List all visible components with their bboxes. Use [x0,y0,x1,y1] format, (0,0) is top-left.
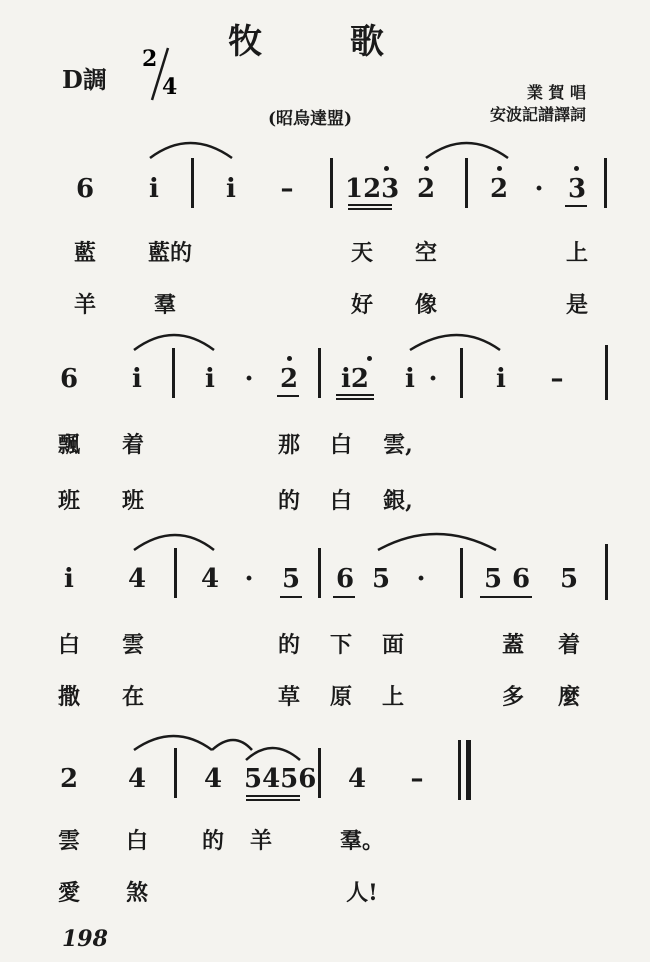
lyric: 是 [565,292,588,318]
note: 2 [59,764,79,794]
barline [318,748,321,798]
lyric: 白 [57,632,80,658]
barline [174,748,177,798]
lyric: 天 [350,240,373,266]
lyric: 煞 [125,880,148,906]
note: 5 [281,564,301,594]
page-number: 198 [62,926,108,952]
barline [318,348,321,398]
barline [604,158,607,208]
note: 4 [127,764,147,794]
lyric: 空 [414,240,437,266]
lyric: 的 [201,828,224,854]
note: i [496,364,506,394]
lyric: 銀, [383,488,413,514]
lyric: 着 [557,632,580,658]
lyric: 的 [277,632,300,658]
sixteenth-beam [336,398,374,400]
lyric: 羊 [249,828,272,854]
slur [150,143,232,158]
note: 4 [203,764,223,794]
lyric: 上 [381,684,404,710]
key-signature: D調 [62,65,107,94]
note: 2 [416,174,436,204]
lyric: 藍的 [147,240,192,266]
note: 6 [75,174,95,204]
note: 4 [127,564,147,594]
lyric: 班 [121,488,144,514]
note: · [534,174,544,204]
barline [465,158,468,208]
eighth-beam [246,795,300,797]
note: 5 [371,564,391,594]
lyric: 像 [414,292,437,318]
barline [318,548,321,598]
lyric: 人! [346,880,378,906]
lyric: 下 [329,632,352,658]
note: · [244,364,254,394]
lyric: 面 [381,632,404,658]
lyric: 羊 [73,292,96,318]
lyric: 上 [565,240,588,266]
credit-singer: 業 賀 唱 [526,83,586,102]
lyric: 雲 [57,828,80,854]
note: · [416,564,426,594]
note: 4 [200,564,220,594]
lyric: 白 [125,828,148,854]
lyric: 多 [501,684,524,710]
barline [605,544,608,600]
note: · [428,364,438,394]
barline [174,548,177,598]
octave-dot [367,356,372,361]
octave-dot [424,166,429,171]
lyric: 麼 [557,684,580,710]
barline [330,158,333,208]
octave-dot [384,166,389,171]
eighth-beam [333,596,355,598]
time-signature [138,44,184,104]
note: – [550,364,564,394]
lyric: 好 [350,292,373,318]
note: 5 [483,564,503,594]
note-group: i2 [341,364,369,394]
barline [460,548,463,598]
note: 5 [559,564,579,594]
lyric: 羣。 [340,828,385,854]
barline [605,345,608,400]
eighth-beam [348,204,392,206]
eighth-beam [336,394,374,396]
lyric: 草 [277,684,300,710]
eighth-beam [280,596,302,598]
note: – [280,174,294,204]
barline [191,158,194,208]
song-title: 牧 歌 [228,22,422,62]
credit-arranger: 安波記譜譯詞 [489,105,586,124]
lyric: 愛 [57,880,80,906]
lyric: 班 [57,488,80,514]
final-barline-thin [458,740,461,800]
lyric: 原 [329,684,352,710]
note: 4 [347,764,367,794]
note: – [410,764,424,794]
note: 6 [335,564,355,594]
note: 6 [511,564,531,594]
octave-dot [287,356,292,361]
eighth-beam [277,395,299,397]
note: 6 [59,364,79,394]
slur [246,748,300,760]
lyric: 雲 [121,632,144,658]
lyric: 飄 [57,432,80,458]
slur [378,534,496,550]
region-subtitle: (昭烏達盟) [268,109,353,129]
eighth-beam [565,205,587,207]
time-denominator: 4 [162,74,178,100]
sixteenth-beam [246,799,300,801]
note-group: 123 [345,174,400,204]
lyric: 那 [277,432,300,458]
note: 2 [279,364,299,394]
lyric: 羣 [153,292,176,318]
lyric: 的 [277,488,300,514]
lyric: 雲, [383,432,413,458]
slur [212,740,252,750]
lyric: 蓋 [501,632,524,658]
barline [172,348,175,398]
eighth-beam [480,596,532,598]
sixteenth-beam [348,208,392,210]
lyric: 白 [329,432,352,458]
note: i [64,564,74,594]
lyric: 撒 [57,684,80,710]
slur [410,335,500,350]
lyric: 白 [329,488,352,514]
note: 3 [567,174,587,204]
note: i [405,364,415,394]
note: 2 [489,174,509,204]
barline [460,348,463,398]
time-numerator: 2 [142,46,158,72]
note: i [149,174,159,204]
note: i [226,174,236,204]
octave-dot [497,166,502,171]
note: i [132,364,142,394]
note: i [205,364,215,394]
lyric: 藍 [73,240,96,266]
note-group: 5456 [244,764,317,794]
note: · [244,564,254,594]
lyric: 在 [121,684,144,710]
slur [134,736,212,750]
lyric: 着 [121,432,144,458]
slur [426,143,508,158]
octave-dot [574,166,579,171]
final-barline-thick [466,740,471,800]
